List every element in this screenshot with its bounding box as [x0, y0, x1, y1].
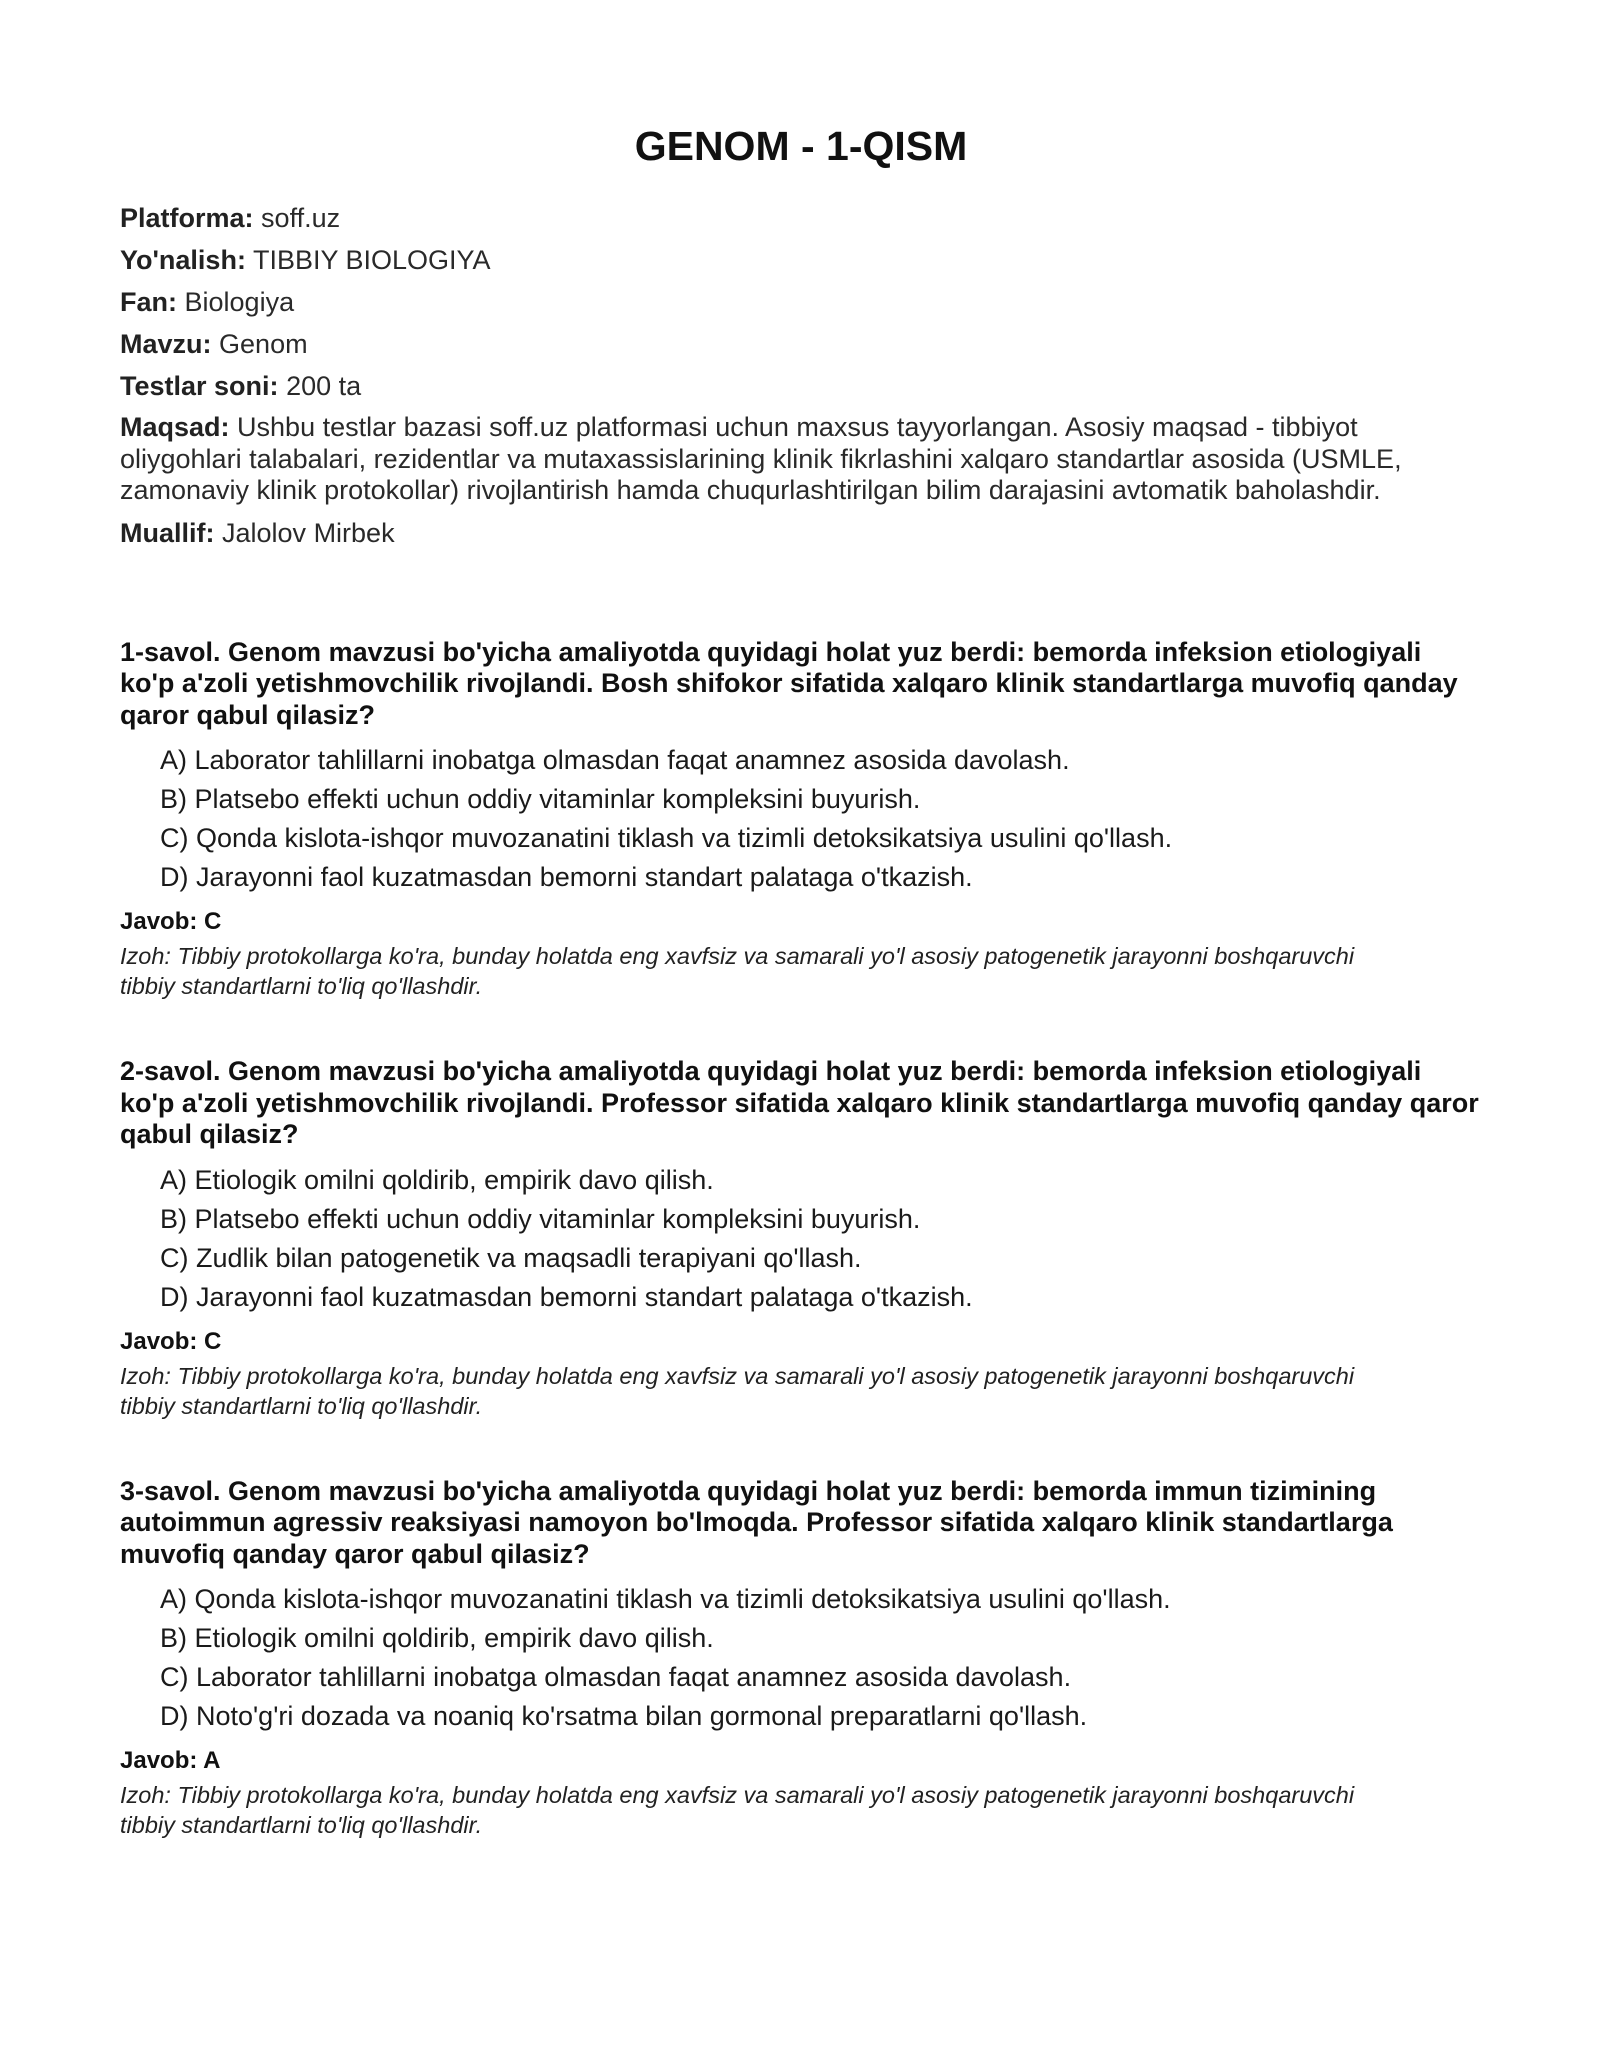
question-text: 2-savol. Genom mavzusi bo'yicha amaliyotda quyidagi holat yuz berdi: bemorda infeksion etiologiyali ko'p a'zoli yetishmovchilik rivojlandi. Professor sifatida xalqaro klinik standartlarga muvofiq qanday qaror qabul qilasiz? — [120, 1056, 1479, 1149]
explanation-text: Izoh: Tibbiy protokollarga ko'ra, bunday holatda eng xavfsiz va samarali yo'l asosiy patogenetik jarayonni boshqaruvchi tibbiy standartlarni to'liq qo'llashdir. — [120, 943, 1355, 999]
metadata-block — [120, 202, 1482, 549]
explanation-text: Izoh: Tibbiy protokollarga ko'ra, bunday holatda eng xavfsiz va samarali yo'l asosiy patogenetik jarayonni boshqaruvchi tibbiy standartlarni to'liq qo'llashdir. — [120, 1362, 1355, 1419]
meta-purpose — [120, 412, 1482, 507]
meta-value: Genom — [219, 329, 308, 359]
answer-label: Javob: A — [120, 1747, 221, 1774]
meta-platform — [120, 202, 1482, 234]
option-c: C) Zudlik bilan patogenetik va maqsadli terapiyani qo'llash. — [160, 1242, 862, 1273]
option-c: C) Qonda kislota-ishqor muvozanatini tiklash va tizimli detoksikatsiya usulini qo'llash. — [160, 823, 1173, 853]
meta-value: soff.uz — [261, 203, 341, 233]
meta-author — [120, 517, 1482, 549]
meta-value: Jalolov Mirbek — [222, 517, 395, 548]
meta-test-count — [120, 370, 1482, 402]
meta-subject — [120, 286, 1482, 318]
option-d: D) Noto'g'ri dozada va noaniq ko'rsatma bilan gormonal preparatlarni qo'llash. — [160, 1701, 1088, 1731]
question-text: 3-savol. Genom mavzusi bo'yicha amaliyotda quyidagi holat yuz berdi: bemorda immun tizimining autoimmun agressiv reaksiyasi namoyon bo'lmoqda. Professor sifatida xalqaro klinik standartlarga muvofiq qanday qaror qabul qilasiz? — [120, 1475, 1393, 1569]
answer-label: Javob: C — [120, 1327, 222, 1355]
question-block — [120, 1056, 1482, 1421]
meta-key: Maqsad: — [120, 412, 230, 442]
options-list — [120, 1580, 1482, 1736]
meta-value: Ushbu testlar bazasi soff.uz platformasi uchun maxsus tayyorlangan. Asosiy maqsad - tibbiyot oliygohlari talabalari, rezidentlar va mutaxassislarining klinik fikrlashini xalqaro standartlar asosida (USMLE, zamonaviy klinik protokollar) rivojlantirish hamda chuqurlashtirilgan bilim darajasini avtomatik baholashdir. — [120, 412, 1402, 505]
meta-direction — [120, 244, 1482, 276]
meta-key: Platforma: — [120, 203, 254, 233]
document-title: GENOM - 1-QISM — [634, 123, 968, 169]
answer-label: Javob: C — [120, 908, 222, 935]
option-c: C) Laborator tahlillarni inobatga olmasdan faqat anamnez asosida davolash. — [160, 1662, 1072, 1692]
option-a: A) Etiologik omilni qoldirib, empirik davo qilish. — [160, 1164, 714, 1195]
question-block — [120, 637, 1482, 1002]
options-list — [120, 741, 1482, 897]
option-b: B) Platsebo effekti uchun oddiy vitaminlar kompleksini buyurish. — [160, 1203, 921, 1234]
meta-key: Testlar soni: — [120, 371, 279, 401]
explanation-text: Izoh: Tibbiy protokollarga ko'ra, bunday holatda eng xavfsiz va samarali yo'l asosiy patogenetik jarayonni boshqaruvchi tibbiy standartlarni to'liq qo'llashdir. — [120, 1782, 1355, 1838]
meta-key: Yo'nalish: — [120, 245, 246, 275]
meta-key: Mavzu: — [120, 329, 212, 359]
meta-value: TIBBIY BIOLOGIYA — [252, 245, 491, 275]
meta-key: Muallif: — [120, 517, 215, 548]
question-text: 1-savol. Genom mavzusi bo'yicha amaliyotda quyidagi holat yuz berdi: bemorda infeksion etiologiyali ko'p a'zoli yetishmovchilik rivojlandi. Bosh shifokor sifatida xalqaro klinik standartlarga muvofiq qanday qaror qabul qilasiz? — [120, 636, 1458, 730]
option-d: D) Jarayonni faol kuzatmasdan bemorni standart palataga o'tkazish. — [160, 1281, 973, 1312]
questions-list — [120, 637, 1482, 1841]
option-b: B) Platsebo effekti uchun oddiy vitaminlar kompleksini buyurish. — [160, 784, 921, 814]
option-d: D) Jarayonni faol kuzatmasdan bemorni standart palataga o'tkazish. — [160, 862, 973, 892]
meta-value: Biologiya — [184, 287, 295, 317]
meta-key: Fan: — [120, 287, 177, 317]
meta-value: 200 ta — [286, 371, 362, 401]
question-block — [120, 1476, 1482, 1841]
option-a: A) Qonda kislota-ishqor muvozanatini tiklash va tizimli detoksikatsiya usulini qo'llash. — [160, 1584, 1171, 1614]
option-a: A) Laborator tahlillarni inobatga olmasdan faqat anamnez asosida davolash. — [160, 745, 1070, 775]
meta-topic — [120, 328, 1482, 360]
option-b: B) Etiologik omilni qoldirib, empirik davo qilish. — [160, 1623, 714, 1653]
options-list — [120, 1161, 1482, 1317]
